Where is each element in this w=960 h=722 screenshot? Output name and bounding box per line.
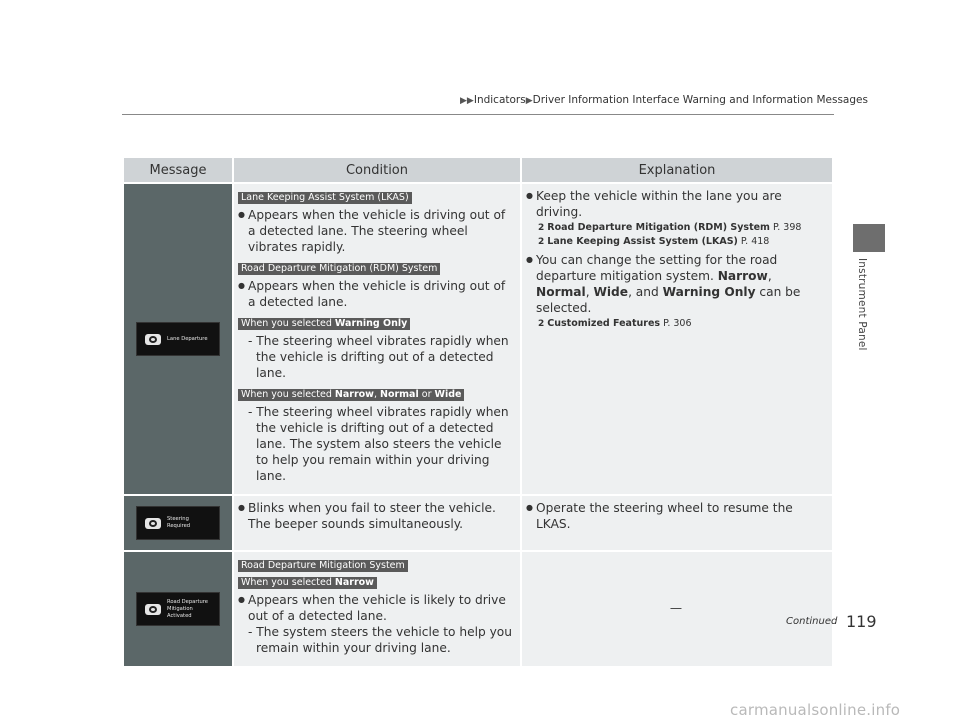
continued-label: Continued <box>786 616 838 627</box>
lane-keeping-icon <box>145 604 161 615</box>
explanation-bullet: ● Operate the steering wheel to resume the LKAS. <box>526 500 826 532</box>
condition-sub: - The system steers the vehicle to help you remain within your driving lane. <box>248 625 512 655</box>
section-tab <box>853 224 885 252</box>
messages-table <box>122 156 834 668</box>
cross-reference[interactable]: 2 Road Departure Mitigation (RDM) System P. 398 <box>538 222 802 233</box>
table-row <box>124 496 832 550</box>
display-text: Road Departure Mitigation Activated <box>167 598 208 619</box>
cross-reference[interactable]: 2 Lane Keeping Assist System (LKAS) P. 418 <box>538 236 770 247</box>
rdm-system-tag: Road Departure Mitigation System <box>238 560 408 572</box>
lane-departure-display <box>136 322 220 356</box>
side-section-label: Instrument Panel <box>856 258 868 351</box>
condition-cell <box>234 552 520 666</box>
rdm-activated-display <box>136 592 220 626</box>
message-image-cell <box>124 552 232 666</box>
lane-keeping-icon <box>145 518 161 529</box>
rdm-tag: Road Departure Mitigation (RDM) System <box>238 263 440 275</box>
explanation-bullet: ● You can change the setting for the road departure mitigation system. Narrow, Normal, Wide, and Warning Only can be selected. <box>526 252 826 316</box>
table-header-row <box>124 158 832 182</box>
message-image-cell <box>124 496 232 550</box>
breadcrumb <box>460 94 868 106</box>
reference-icon: 2 <box>538 237 545 247</box>
condition-bullet: ● Appears when the vehicle is driving out of a detected lane. <box>238 278 514 310</box>
explanation-cell <box>522 184 832 494</box>
steering-required-display <box>136 506 220 540</box>
condition-sub: - The steering wheel vibrates rapidly when the vehicle is drifting out of a detected lane. <box>248 334 509 380</box>
display-text: Lane Departure <box>167 335 208 342</box>
narrow-tag: When you selected Narrow <box>238 577 377 589</box>
condition-cell <box>234 496 520 550</box>
condition-sub: - The steering wheel vibrates rapidly when the vehicle is drifting out of a detected lane. The system also steers the vehicle to help you remain within your driving lane. <box>248 405 509 483</box>
header-condition: Condition <box>234 158 520 182</box>
message-image-cell <box>124 184 232 494</box>
explanation-cell <box>522 496 832 550</box>
warning-only-tag: When you selected Warning Only <box>238 318 410 330</box>
table-row <box>124 552 832 666</box>
breadcrumb-section[interactable]: Driver Information Interface Warning and Information Messages <box>532 94 868 106</box>
display-text: Steering Required <box>167 516 191 529</box>
explanation-bullet: ● Keep the vehicle within the lane you are driving. <box>526 188 826 220</box>
condition-cell <box>234 184 520 494</box>
reference-icon: 2 <box>538 319 545 329</box>
reference-icon: 2 <box>538 223 545 233</box>
condition-bullet: ● Appears when the vehicle is driving out of a detected lane. The steering wheel vibrates rapidly. <box>238 207 514 255</box>
cross-reference[interactable]: 2 Customized Features P. 306 <box>538 318 692 329</box>
breadcrumb-indicators[interactable]: Indicators <box>473 94 526 106</box>
lkas-tag: Lane Keeping Assist System (LKAS) <box>238 192 412 204</box>
header-rule <box>122 114 834 115</box>
narrow-normal-wide-tag: When you selected Narrow, Normal or Wide <box>238 389 464 401</box>
condition-bullet: ● Appears when the vehicle is likely to drive out of a detected lane. <box>238 592 514 624</box>
header-explanation: Explanation <box>522 158 832 182</box>
breadcrumb-separator-icon: ▶ <box>525 96 533 106</box>
header-message: Message <box>124 158 232 182</box>
explanation-cell: — <box>522 552 832 666</box>
breadcrumb-arrow-icon: ▶▶ <box>460 96 474 106</box>
table-row <box>124 184 832 494</box>
watermark[interactable]: carmanualsonline.info <box>730 701 901 719</box>
lane-keeping-icon <box>145 334 161 345</box>
condition-bullet: ● Blinks when you fail to steer the vehicle. The beeper sounds simultaneously. <box>238 500 514 532</box>
page-number: 119 <box>846 612 877 631</box>
